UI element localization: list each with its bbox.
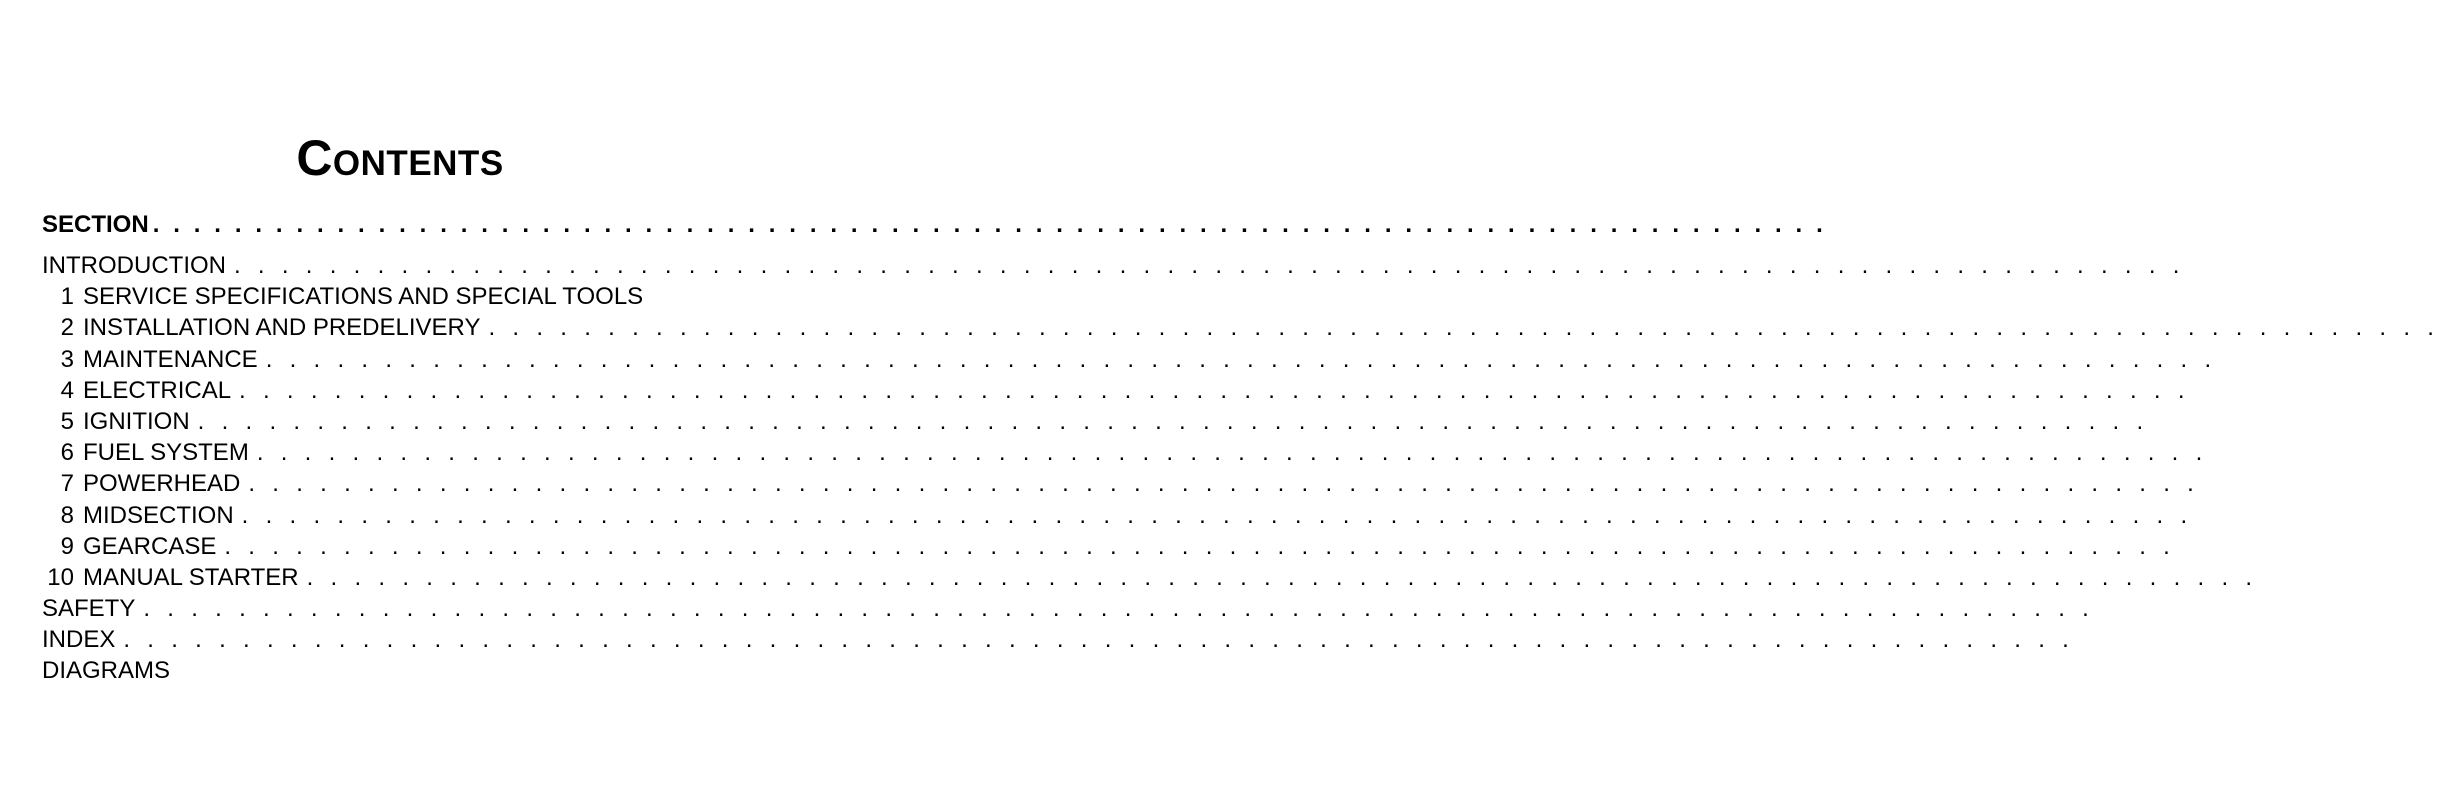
toc-entry[interactable] bbox=[42, 624, 2075, 655]
toc-entry-label: DIAGRAMS bbox=[42, 657, 171, 685]
toc-entry-label: SAFETY bbox=[42, 595, 136, 623]
toc-entry-label: GEARCASE bbox=[83, 532, 217, 560]
toc-entry[interactable] bbox=[42, 500, 2193, 531]
toc-entry-label: INSTALLATION AND PREDELIVERY bbox=[83, 314, 481, 342]
toc-entry-leader: . . . . . . . . . . . . . . . . . . . . . . . . . . . . . . . . . . . . . . . . . . . . . . . . . . . . . . . . . . . . . . . . . . . . . . . . . . . . . . . . . . bbox=[197, 407, 2149, 435]
toc-entry-label: POWERHEAD bbox=[83, 470, 241, 498]
toc-entry-number: 8 bbox=[60, 501, 74, 529]
toc-entry[interactable] bbox=[42, 344, 2217, 375]
toc-entry-leader: . . . . . . . . . . . . . . . . . . . . . . . . . . . . . . . . . . . . . . . . . . . . . . . . . . . . . . . . . . . . . . . . . . . . . . . . . . . . . . . . . . bbox=[143, 595, 2095, 623]
toc-entry-number: 2 bbox=[60, 314, 74, 342]
page-title: Contents bbox=[296, 130, 504, 186]
toc-entry[interactable] bbox=[42, 593, 2095, 624]
table-of-contents bbox=[42, 250, 2439, 687]
toc-entry[interactable] bbox=[42, 655, 694, 686]
toc-entry-label: MIDSECTION bbox=[83, 501, 234, 529]
toc-entry[interactable] bbox=[42, 281, 694, 312]
toc-entry-label: INTRODUCTION bbox=[42, 252, 226, 279]
toc-entry[interactable] bbox=[42, 250, 2185, 281]
toc-entry-number: 1 bbox=[60, 283, 74, 311]
toc-entry-number: 5 bbox=[60, 407, 74, 435]
toc-entry-leader: . . . . . . . . . . . . . . . . . . . . . . . . . . . . . . . . . . . . . . . . . . . . . . . . . . . . . . . . . . . . . . . . . . . . . . . . . . . . . . . . . . bbox=[233, 252, 2185, 279]
toc-entry-leader: . . . . . . . . . . . . . . . . . . . . . . . . . . . . . . . . . . . . . . . . . . . . . . . . . . . . . . . . . . . . . . . . . . . . . . . . . . . . . . . . . . bbox=[488, 314, 2439, 342]
toc-entry-label: FUEL SYSTEM bbox=[83, 439, 249, 467]
toc-entry-leader: . . . . . . . . . . . . . . . . . . . . . . . . . . . . . . . . . . . . . . . . . . . . . . . . . . . . . . . . . . . . . . . . . . . . . . . . . . . . . . . . . . bbox=[248, 470, 2200, 498]
toc-entry-label: MAINTENANCE bbox=[83, 345, 258, 373]
toc-entry-number: 7 bbox=[60, 470, 74, 498]
toc-entry[interactable] bbox=[42, 406, 2149, 437]
toc-entry-leader: . . . . . . . . . . . . . . . . . . . . . . . . . . . . . . . . . . . . . . . . . . . . . . . . . . . . . . . . . . . . . . . . . . . . . . . . . . . . . . . . . . bbox=[306, 563, 2258, 591]
section-heading-leader: . . . . . . . . . . . . . . . . . . . . . . . . . . . . . . . . . . . . . . . . . . . . . . . . . . . . . . . . . . . . . . . . . . . . . . . . . . . . . . . . . . bbox=[152, 211, 1827, 238]
toc-entry-label: MANUAL STARTER bbox=[83, 563, 299, 591]
toc-entry[interactable] bbox=[42, 562, 2258, 593]
toc-entry-number: 4 bbox=[60, 376, 74, 404]
toc-entry-number: 3 bbox=[60, 345, 74, 373]
toc-entry-number: 9 bbox=[60, 532, 74, 560]
toc-entry[interactable] bbox=[42, 375, 2190, 406]
toc-entry-leader: . . . . . . . . . . . . . . . . . . . . . . . . . . . . . . . . . . . . . . . . . . . . . . . . . . . . . . . . . . . . . . . . . . . . . . . . . . . . . . . . . . bbox=[224, 532, 2176, 560]
toc-entry-number: 6 bbox=[60, 439, 74, 467]
toc-entry[interactable] bbox=[42, 312, 2439, 343]
toc-entry-label: INDEX bbox=[42, 626, 116, 654]
toc-entry[interactable] bbox=[42, 531, 2176, 562]
section-heading-label: SECTION bbox=[42, 211, 149, 238]
section-column-heading bbox=[42, 210, 1827, 240]
toc-entry-leader: . . . . . . . . . . . . . . . . . . . . . . . . . . . . . . . . . . . . . . . . . . . . . . . . . . . . . . . . . . . . . . . . . . . . . . . . . . . . . . . . . . bbox=[241, 501, 2193, 529]
toc-entry-label: SERVICE SPECIFICATIONS AND SPECIAL TOOLS bbox=[83, 283, 644, 311]
toc-entry[interactable] bbox=[42, 437, 2208, 468]
toc-entry-leader: . . . . . . . . . . . . . . . . . . . . . . . . . . . . . . . . . . . . . . . . . . . . . . . . . . . . . . . . . . . . . . . . . . . . . . . . . . . . . . . . . . bbox=[265, 345, 2217, 373]
toc-entry[interactable] bbox=[42, 468, 2200, 499]
toc-entry-label: IGNITION bbox=[83, 407, 190, 435]
toc-entry-leader: . . . . . . . . . . . . . . . . . . . . . . . . . . . . . . . . . . . . . . . . . . . . . . . . . . . . . . . . . . . . . . . . . . . . . . . . . . . . . . . . . . bbox=[256, 439, 2208, 467]
toc-entry-label: ELECTRICAL bbox=[83, 376, 232, 404]
toc-entry-leader: . . . . . . . . . . . . . . . . . . . . . . . . . . . . . . . . . . . . . . . . . . . . . . . . . . . . . . . . . . . . . . . . . . . . . . . . . . . . . . . . . . bbox=[239, 376, 2190, 404]
toc-entry-leader: . . . . . . . . . . . . . . . . . . . . . . . . . . . . . . . . . . . . . . . . . . . . . . . . . . . . . . . . . . . . . . . . . . . . . . . . . . . . . . . . . . bbox=[123, 626, 2075, 654]
toc-entry-number: 10 bbox=[47, 563, 74, 591]
